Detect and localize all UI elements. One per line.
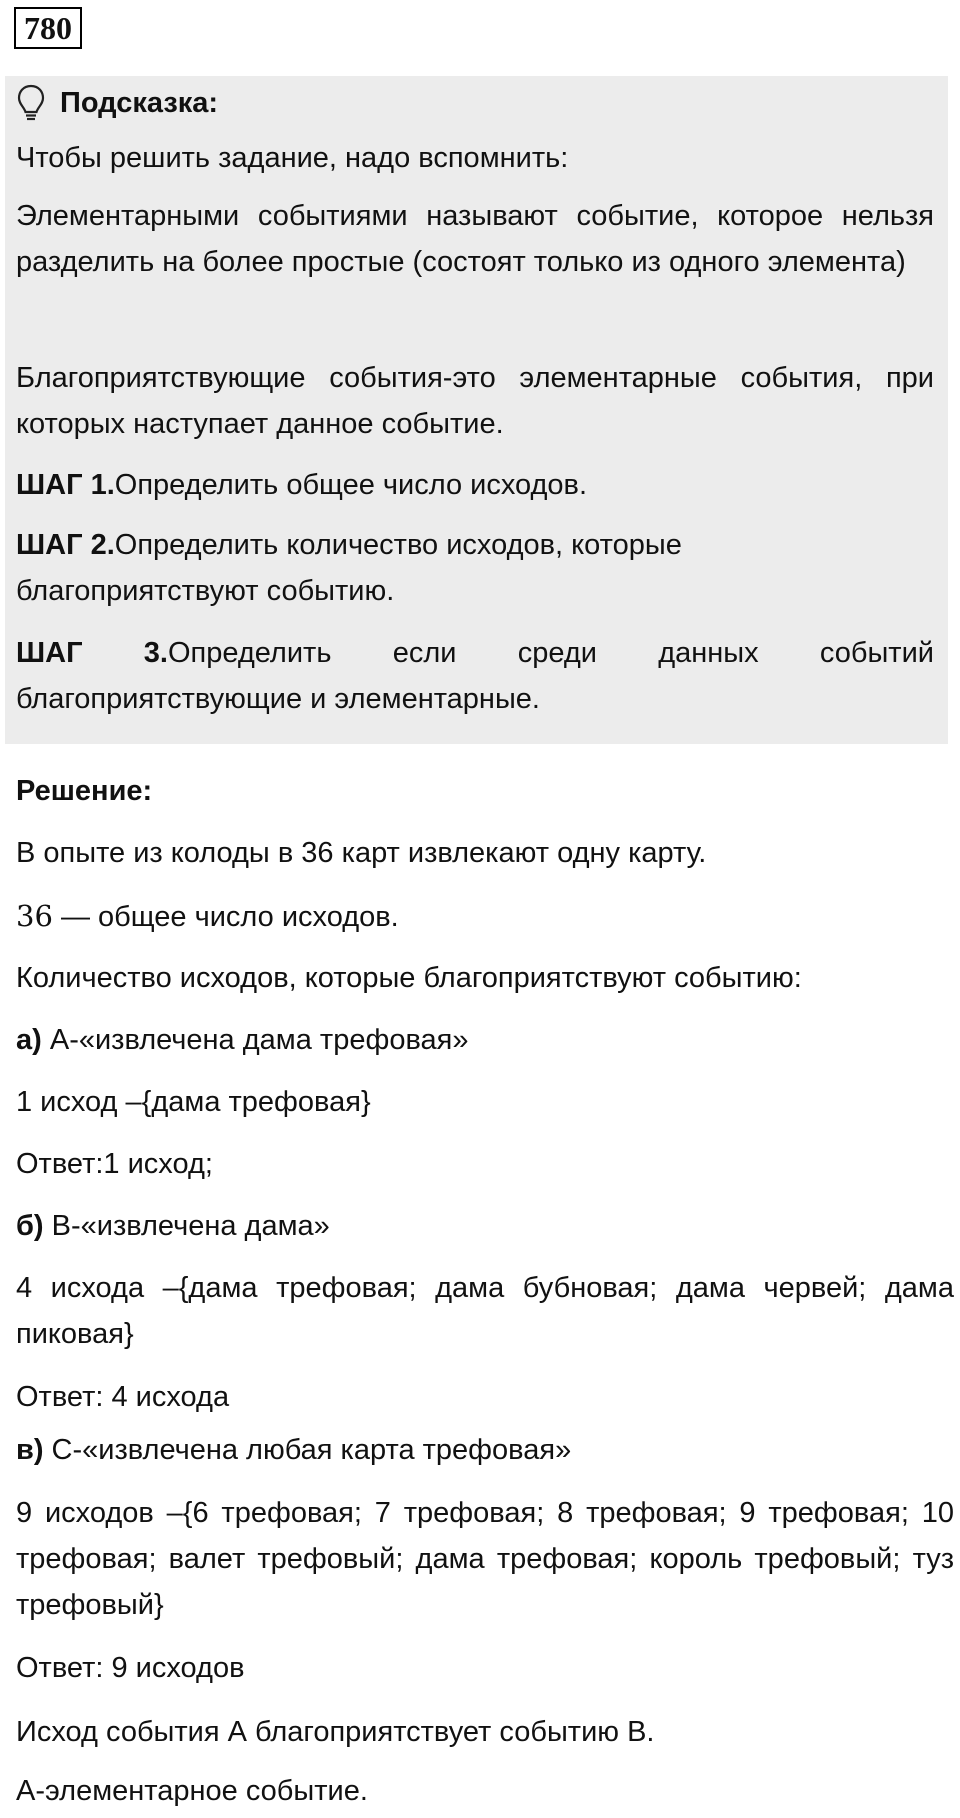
part-c-answer: Ответ: 9 исходов [16, 1652, 245, 1684]
step-2-text: Определить количество исходов, которые благоприятствуют событию. [16, 529, 682, 607]
hint-title [16, 80, 218, 126]
step-3-label: ШАГ 3. [16, 637, 168, 669]
total-outcomes-number: 36 [16, 899, 53, 933]
step-1-label: ШАГ 1. [16, 469, 115, 501]
part-a-heading [16, 1017, 934, 1063]
part-c-text: С-«извлечена любая карта трефовая» [43, 1434, 572, 1466]
part-c-label: в) [16, 1434, 44, 1466]
part-b-answer: Ответ: 4 исхода [16, 1381, 230, 1413]
part-a-text: А-«извлечена дама трефовая» [41, 1024, 469, 1056]
part-a-label: а) [16, 1024, 42, 1056]
step-3-text: Определить если среди данных событий благоприятствующие и элементарные. [16, 637, 934, 715]
hint-step-1 [16, 462, 934, 508]
part-a-outcomes: 1 исход –{дама трефовая} [16, 1086, 371, 1118]
part-c-heading [16, 1427, 934, 1473]
total-outcomes-text: — общее число исходов. [52, 901, 399, 933]
solution-line-2 [16, 893, 934, 940]
part-b-heading [16, 1203, 934, 1249]
lightbulb-icon [16, 83, 46, 123]
hint-def-favorable: Благоприятствующие события-это элементарные события, при которых наступает данное событие. [16, 362, 934, 440]
hint-step-2 [16, 522, 796, 614]
step-1-text: Определить общее число исходов. [114, 469, 588, 501]
solution-line-1: В опыте из колоды в 36 карт извлекают одну карту. [16, 837, 707, 869]
conclusion-2: А-элементарное событие. [16, 1775, 368, 1807]
problem-number: 780 [14, 7, 82, 49]
hint-intro: Чтобы решить задание, надо вспомнить: [16, 142, 569, 174]
hint-def-elementary: Элементарными событиями называют событие, которое нельзя разделить на более простые (состоят только из одного элемента) [16, 200, 934, 278]
conclusion-1: Исход события А благоприятствует событию В. [16, 1716, 655, 1748]
part-a-answer: Ответ:1 исход; [16, 1148, 213, 1180]
hint-title-text: Подсказка: [60, 86, 219, 119]
part-b-text: В-«извлечена дама» [43, 1210, 330, 1242]
step-2-label: ШАГ 2. [16, 529, 115, 561]
part-b-outcomes: 4 исхода –{дама трефовая; дама бубновая; дама червей; дама пиковая} [16, 1272, 954, 1350]
hint-step-3 [16, 630, 934, 722]
part-c-outcomes: 9 исходов –{6 трефовая; 7 трефовая; 8 трефовая; 9 трефовая; 10 трефовая; валет трефовый; дама трефовая; король трефовый; туз трефовый} [16, 1497, 954, 1621]
part-b-label: б) [16, 1210, 44, 1242]
solution-line-3: Количество исходов, которые благоприятствуют событию: [16, 962, 802, 994]
solution-title: Решение: [16, 775, 153, 807]
